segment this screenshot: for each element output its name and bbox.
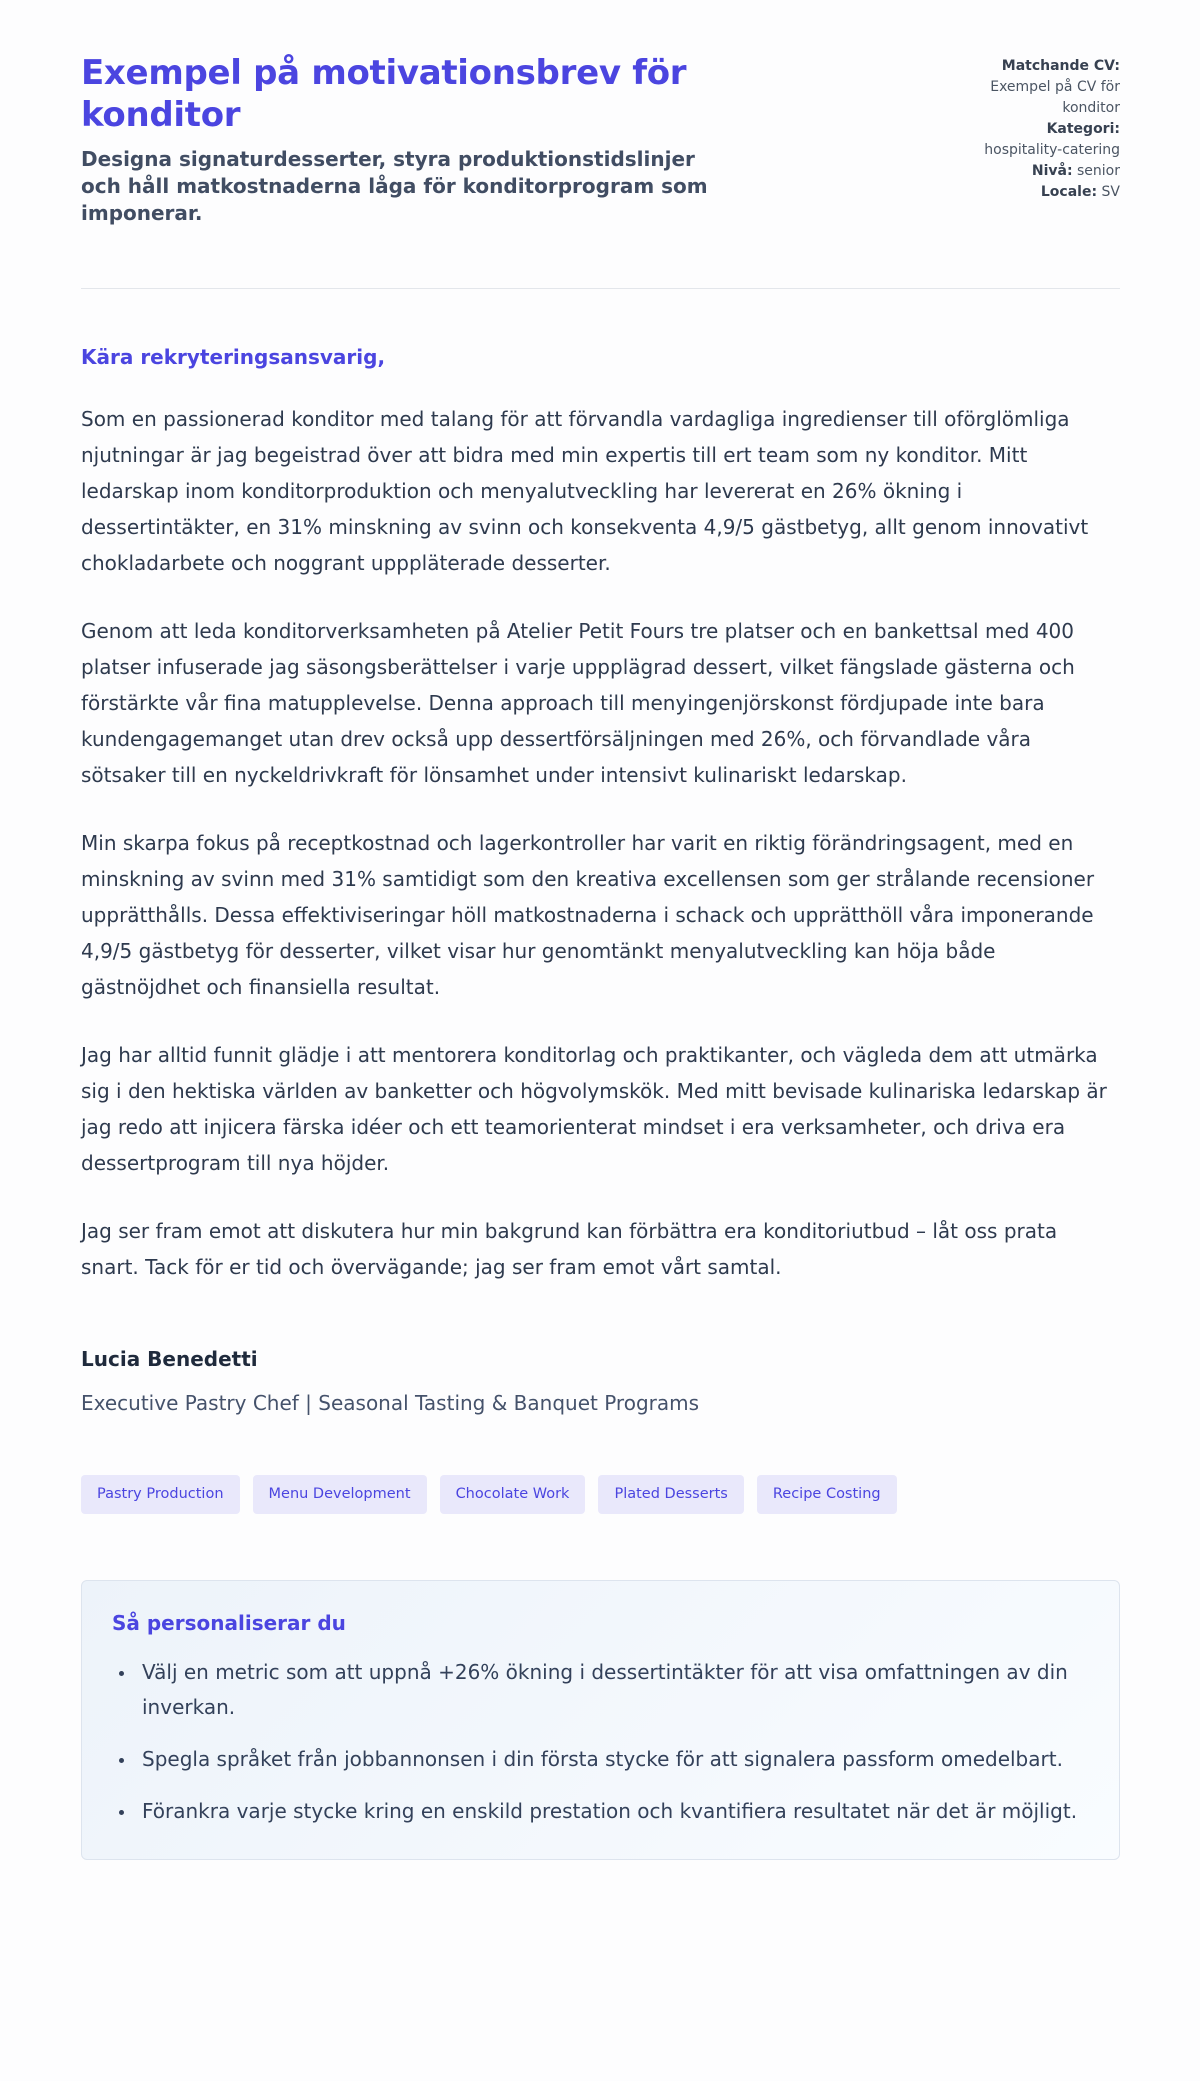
header-divider xyxy=(81,288,1120,289)
skill-tag-plated-desserts[interactable]: Plated Desserts xyxy=(598,1475,743,1514)
header-titles xyxy=(81,52,741,226)
skill-tag-menu-development[interactable]: Menu Development xyxy=(253,1475,427,1514)
letter-paragraph: Min skarpa fokus på receptkostnad och lagerkontroller har varit en riktig förändringsagent, med en minskning av svinn med 31% samtidigt som den kreativa excellensen som ger strålande recensioner upprätthålls. Dessa effektiviseringar höll matkostnaderna i schack och upprätthöll våra imponerande 4,9/5 gästbetyg för desserter, vilket visar hur genomtänkt menyalutveckling kan höja både gästnöjdhet och finansiella resultat. xyxy=(81,831,1095,1000)
meta-locale xyxy=(930,182,1120,203)
meta-value: SV xyxy=(1101,184,1120,200)
tip-item: • Förankra varje stycke kring en enskild prestation och kvantifiera resultatet när det är möjligt. xyxy=(136,1794,1089,1829)
meta-label: Nivå: xyxy=(1031,163,1073,179)
skill-tag-pastry-production[interactable]: Pastry Production xyxy=(81,1475,240,1514)
letter-paragraph: Genom att leda konditorverksamheten på Atelier Petit Fours tre platser och en bankettsal med 400 platser infuserade jag säsongsberättelser i varje uppplägrad dessert, vilket fängslade gästerna och förstärkte vår fina matupplevelse. Denna approach till menyingenjörskonst fördjupade inte bara kundengagemanget utan drev också upp dessertförsäljningen med 26%, och förvandlade våra sötsaker till en nyckeldrivkraft för lönsamhet under intensivt kulinariskt ledarskap. xyxy=(81,619,1075,788)
meta-value: Exempel på CV för konditor xyxy=(990,79,1120,116)
meta-label: Kategori: xyxy=(1046,121,1120,137)
meta-value: hospitality-catering xyxy=(984,142,1120,158)
document-meta xyxy=(930,52,1120,226)
letter-paragraph: Jag har alltid funnit glädje i att mentorera konditorlag och praktikanter, och vägleda dem att utmärka sig i den hektiska världen av banketter och högvolymskök. Med mitt bevisade kulinariska ledarskap är jag redo att injicera färska idéer och ett teamorienterat mindset i era verksamheter, och driva era dessertprogram till nya höjder. xyxy=(81,1043,1107,1176)
meta-category xyxy=(930,119,1120,161)
meta-label: Matchande CV: xyxy=(1001,58,1120,74)
meta-value: senior xyxy=(1077,163,1120,179)
tip-item: • Spegla språket från jobbannonsen i din första stycke för att signalera passform omedelbart. xyxy=(136,1742,1089,1777)
letter-greeting: Kära rekryteringsansvarig, xyxy=(81,345,386,370)
page-subtitle: Designa signaturdesserter, styra produktionstidslinjer och håll matkostnaderna låga för konditorprogram som imponerar. xyxy=(81,147,708,225)
personalization-tips-box xyxy=(81,1580,1120,1860)
letter-paragraph: Som en passionerad konditor med talang för att förvandla vardagliga ingredienser till oförglömliga njutningar är jag begeistrad över att bidra med min expertis till ert team som ny konditor. Mitt ledarskap inom konditorproduktion och menyalutveckling har levererat en 26% ökning i dessertintäkter, en 31% minskning av svinn och konsekventa 4,9/5 gästbetyg, allt genom innovativt chokladarbete och noggrant upppläterade desserter. xyxy=(81,407,1089,576)
meta-level xyxy=(930,161,1120,182)
letter-body xyxy=(81,345,1120,1415)
skill-tag-recipe-costing[interactable]: Recipe Costing xyxy=(757,1475,897,1514)
meta-label: Locale: xyxy=(1040,184,1098,200)
skill-tag-chocolate-work[interactable]: Chocolate Work xyxy=(440,1475,586,1514)
page-header xyxy=(81,52,1120,226)
page-title: Exempel på motivationsbrev för konditor xyxy=(81,53,687,136)
tips-title: Så personaliserar du xyxy=(112,1610,346,1635)
meta-matching-cv xyxy=(930,56,1120,119)
tip-item: • Välj en metric som att uppnå +26% ökning i dessertintäkter för att visa omfattningen av din inverkan. xyxy=(136,1655,1089,1725)
tips-list xyxy=(112,1655,1089,1829)
signature-name: Lucia Benedetti xyxy=(81,1347,258,1372)
signature-title: Executive Pastry Chef | Seasonal Tasting & Banquet Programs xyxy=(81,1391,700,1416)
letter-paragraph: Jag ser fram emot att diskutera hur min bakgrund kan förbättra era konditoriutbud – låt oss prata snart. Tack för er tid och övervägande; jag ser fram emot vårt samtal. xyxy=(81,1219,1058,1280)
skill-tags xyxy=(81,1475,1120,1514)
